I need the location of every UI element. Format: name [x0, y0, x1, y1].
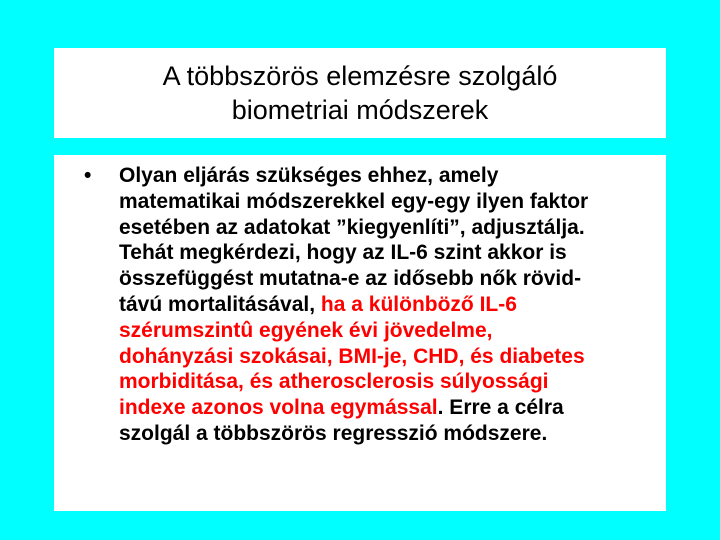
title-line-1: A többszörös elemzésre szolgáló — [162, 61, 558, 91]
bullet-line-9: morbiditása, és atherosclerosis súlyossági — [119, 370, 549, 394]
bullet-line-8: dohányzási szokásai, BMI-je, CHD, és diabetes — [119, 344, 585, 368]
line-10-red: indexe azonos volna egymással — [119, 396, 438, 420]
bullet-line-7: szérumszintû egyének évi jövedelme, — [119, 318, 493, 342]
line-10-black: . Erre a célra — [437, 396, 564, 420]
bullet-line-6 — [119, 292, 689, 318]
bullet-marker: • — [84, 164, 92, 187]
line-6-black: távú mortalitásával, — [119, 292, 321, 316]
bullet-line-4: Tehát megkérdezi, hogy az IL-6 szint akkor is — [119, 241, 567, 265]
content-panel — [54, 155, 666, 511]
bullet-line-3: esetében az adatokat ”kiegyenlíti”, adjusztálja. — [119, 215, 585, 239]
line-6-red: ha a különböző IL-6 — [320, 292, 517, 316]
bullet-line-1: Olyan eljárás szükséges ehhez, amely — [119, 164, 499, 187]
title-line-2: biometriai módszerek — [231, 95, 489, 125]
bullet-line-11: szolgál a többszörös regresszió módszere. — [119, 421, 548, 445]
bullet-line-10 — [119, 395, 689, 421]
slide-title — [54, 48, 666, 138]
bullet-line-2: matematikai módszerekkel egy-egy ilyen faktor — [119, 189, 589, 213]
bullet-line-5: összefüggést mutatna-e az idősebb nők rövid- — [119, 267, 582, 291]
bullet-text — [119, 163, 689, 447]
